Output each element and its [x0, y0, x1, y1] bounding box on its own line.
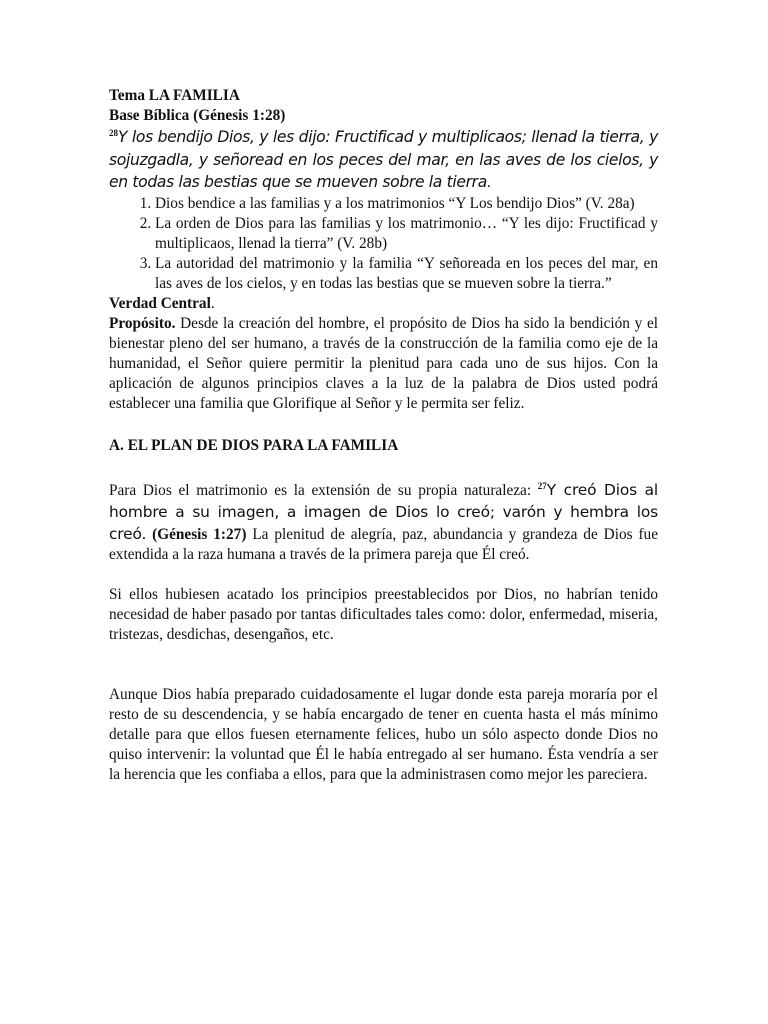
points-list — [109, 194, 658, 294]
section-heading: A. EL PLAN DE DIOS PARA LA FAMILIA — [109, 436, 399, 454]
verse-genesis-1-28 — [109, 126, 658, 194]
purpose-paragraph — [109, 314, 658, 414]
purpose-text: Desde la creación del hombre, el propósito de Dios ha sido la bendición y el bienestar pleno del ser humano, a través de la construcción de la familia como eje de la humanidad, el Señor quiere permitir la plenitud para cada uno de sus hijos. Con la aplicación de algunos principios claves a la luz de la palabra de Dios usted podrá establecer una familia que Glorifique al Señor y le permita ser feliz. — [109, 314, 658, 412]
p1-rest: La plenitud de alegría, paz, abundancia y grandeza de Dios fue extendida a la raza humana a través de la primera pareja que Él creó. — [109, 525, 658, 563]
p1-verse-number: 27 — [537, 480, 547, 491]
topic-title: Tema LA FAMILIA — [109, 87, 240, 104]
document-body — [109, 86, 658, 785]
verse-end: . — [486, 174, 491, 191]
verse-text: Y los bendijo Dios, y les dijo: Fructificad y multiplicaos; llenad la tierra, y sojuzgadla, y señoread en los peces del mar, en las aves de los cielos, y en todas las bestias que se mueven sobre la tierra — [109, 128, 658, 191]
central-truth — [109, 294, 658, 314]
biblical-basis: Base Bíblica (Génesis 1:28) — [109, 107, 286, 124]
central-truth-label: Verdad Central — [109, 294, 211, 312]
purpose-label: Propósito. — [109, 314, 176, 332]
list-item: 1. Dios bendice a las familias y a los matrimonios “Y Los bendijo Dios” (V. 28a) — [155, 194, 658, 214]
p1-reference: (Génesis 1:27) — [146, 525, 247, 543]
list-item: 2. La orden de Dios para las familias y los matrimonio… “Y les dijo: Fructificad y multiplicaos, llenad la tierra” (V. 28b) — [155, 214, 658, 254]
central-truth-end: . — [210, 294, 215, 312]
list-item: 3. La autoridad del matrimonio y la familia “Y señoreada en los peces del mar, en las aves de los cielos, y en todas las bestias que se mueven sobre la tierra.” — [155, 254, 658, 294]
p1-intro: Para Dios el matrimonio es la extensión de su propia naturaleza: — [109, 481, 538, 499]
p1-verse-text: Y creó Dios al hombre a su imagen, a imagen de Dios lo creó; varón y hembra los creó. — [109, 480, 658, 543]
paragraph-principles: Si ellos hubiesen acatado los principios preestablecidos por Dios, no habrían tenido necesidad de haber pasado por tantas dificultades tales como: dolor, enfermedad, miseria, tristezas, desdichas, desengaños, etc. — [109, 585, 658, 643]
paragraph-free-will: Aunque Dios había preparado cuidadosamente el lugar donde esta pareja moraría por el resto de su descendencia, y se había encargado de tener en cuenta hasta el más mínimo detalle para que ellos fuesen eternamente felices, hubo un sólo aspecto donde Dios no quiso intervenir: la voluntad que Él le había entregado al ser humano. Ésta vendría a ser la herencia que les confiaba a ellos, para que la administrasen como mejor les pareciera. — [109, 685, 658, 783]
paragraph-marriage — [109, 479, 658, 565]
verse-number: 28 — [109, 128, 118, 138]
